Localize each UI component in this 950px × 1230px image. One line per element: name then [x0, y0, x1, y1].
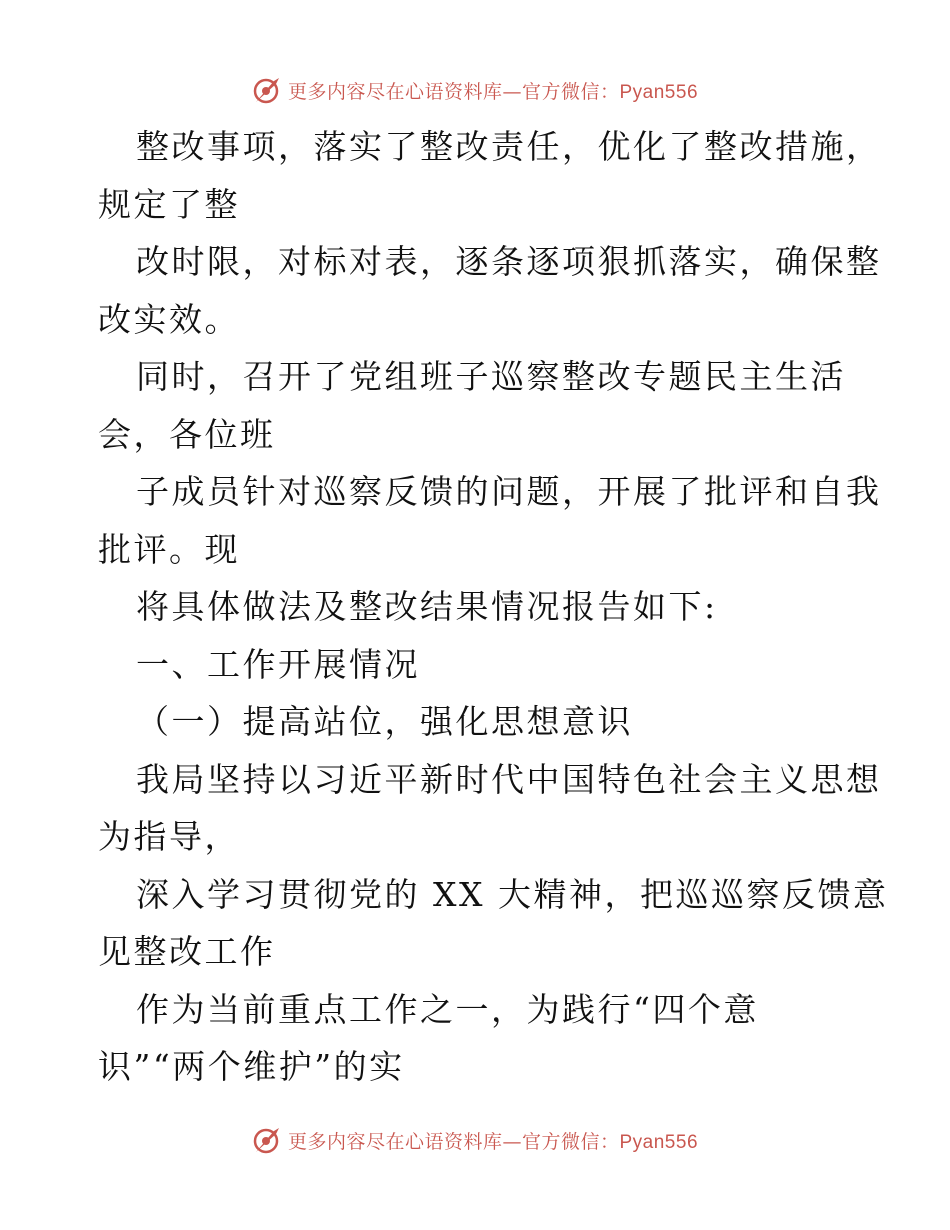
paragraph-line: 识”“两个维护”的实 [98, 1047, 405, 1086]
paragraph-line: 作为当前重点工作之一，为践行“四个意 [136, 989, 759, 1029]
watermark-text: 更多内容尽在心语资料库—官方微信：Pyan556 [287, 1130, 699, 1153]
paragraph-line: 同时，召开了党组班子巡察整改专题民主生活 [136, 357, 846, 396]
paragraph-line: 见整改工作 [98, 932, 276, 971]
paragraph-line: 批评。现 [98, 529, 240, 569]
paragraph-line: 整改事项，落实了整改责任，优化了整改措施， [136, 127, 882, 166]
paragraph-line: 改时限，对标对表，逐条逐项狠抓落实，确保整 [136, 242, 882, 281]
header-watermark [0, 70, 950, 110]
paragraph-line: 为指导， [98, 817, 240, 856]
paragraph-line: 改实效。 [98, 299, 240, 339]
quill-logo-icon [252, 1125, 282, 1155]
paragraph-line: 会，各位班 [98, 414, 276, 454]
section-heading: 一、工作开展情况 [136, 644, 420, 684]
paragraph-line: 将具体做法及整改结果情况报告如下: [136, 587, 718, 626]
paragraph-line: 规定了整 [98, 184, 240, 224]
subsection-heading: （一）提高站位，强化思想意识 [136, 702, 633, 741]
footer-watermark [0, 1120, 950, 1160]
watermark-text: 更多内容尽在心语资料库—官方微信：Pyan556 [287, 80, 699, 103]
document-body [98, 118, 889, 1096]
quill-logo-icon [252, 75, 282, 105]
paragraph-line: 子成员针对巡察反馈的问题，开展了批评和自我 [136, 472, 882, 511]
paragraph-line: 深入学习贯彻党的 XX 大精神，把巡巡察反馈意 [136, 874, 889, 914]
paragraph-line: 我局坚持以习近平新时代中国特色社会主义思想 [136, 759, 882, 799]
